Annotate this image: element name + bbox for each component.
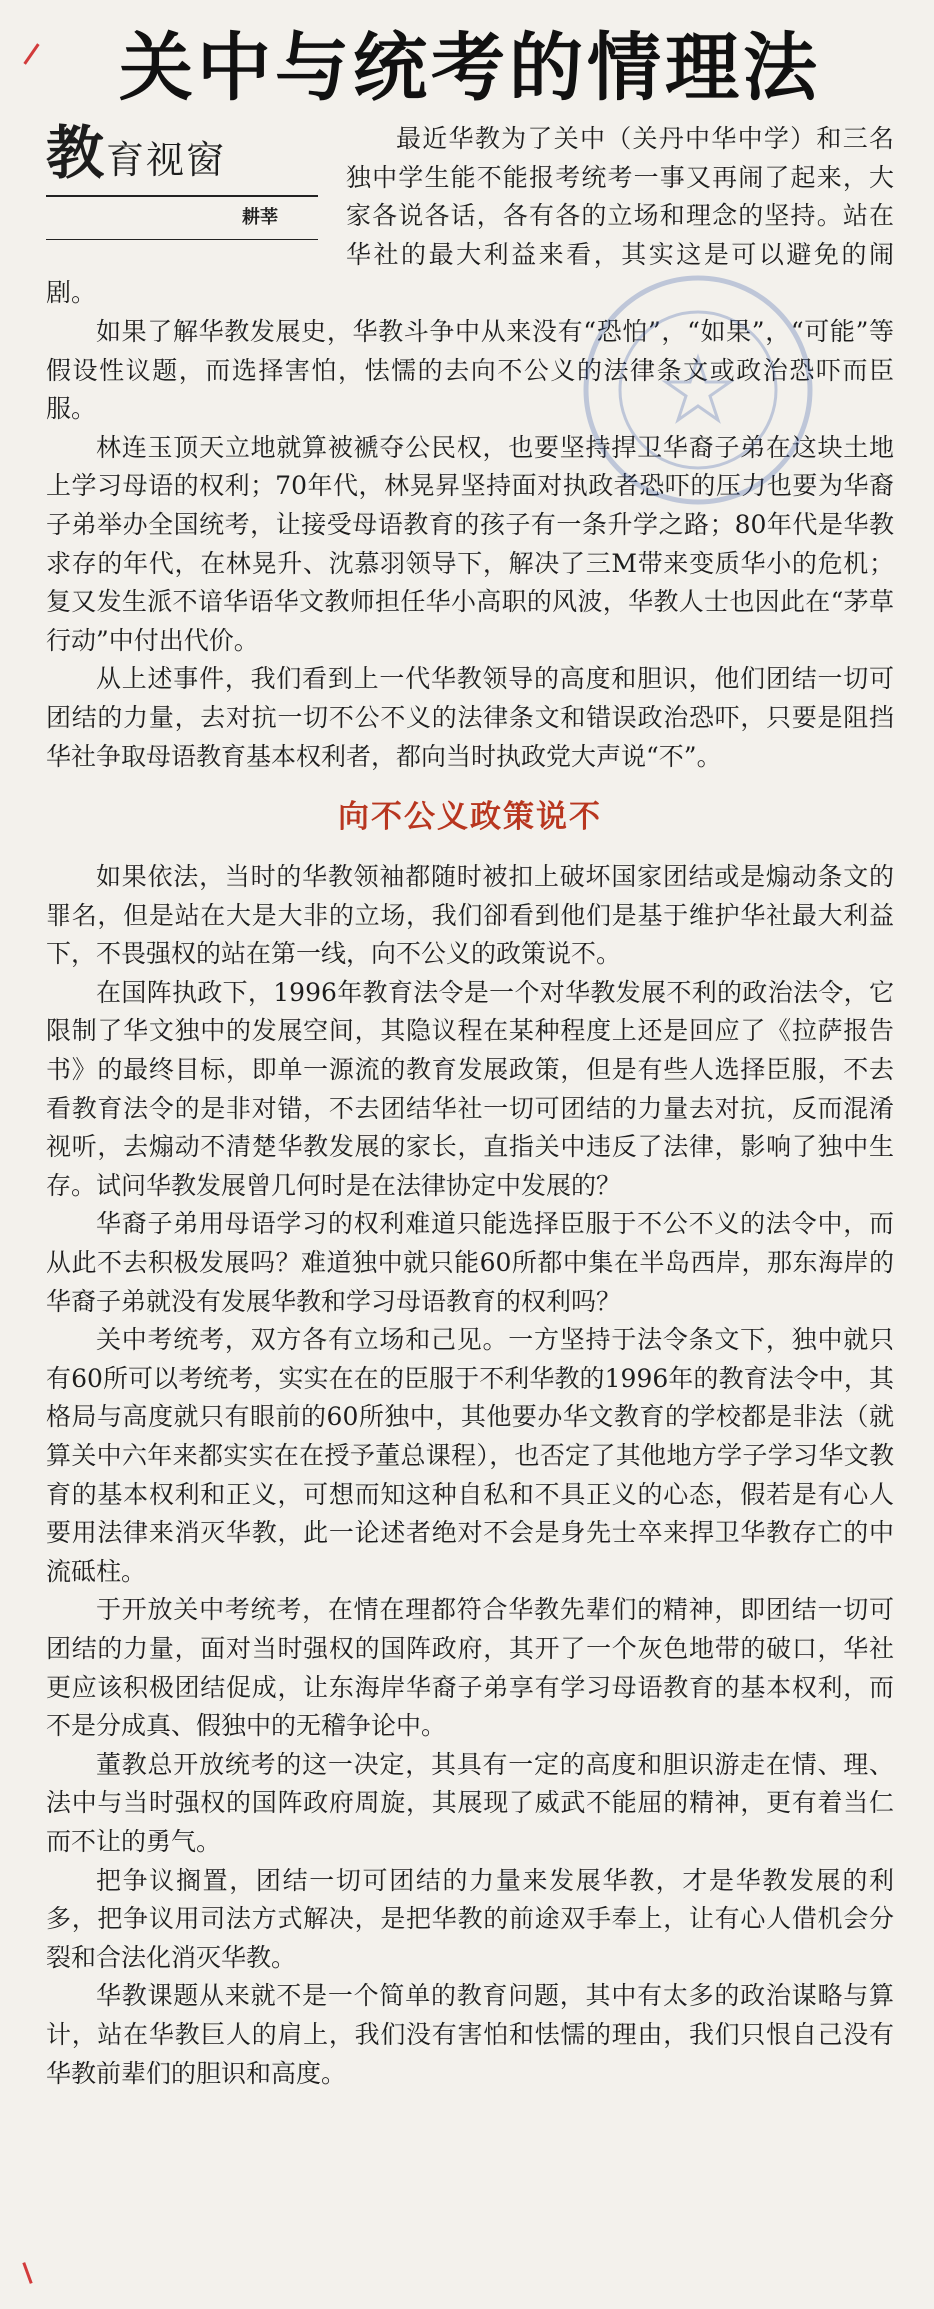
- column-author: 耕莘: [242, 207, 278, 228]
- paragraph: 把争议搁置，团结一切可团结的力量来发展华教，才是华教发展的利多，把争议用司法方式解决，是把华教的前途双手奉上，让有心人借机会分裂和合法化消灭华教。: [46, 1865, 894, 1972]
- article-headline: 关中与统考的情理法: [119, 25, 821, 111]
- subhead: 向不公义政策说不: [338, 799, 602, 836]
- column-header: [46, 119, 318, 240]
- paragraph: 在国阵执政下，1996年教育法令是一个对华教发展不利的政治法令，它限制了华文独中的发展空间，其隐议程在某种程度上还是回应了《拉萨报告书》的最终目标，即单一源流的教育发展政策，但是有些人选择臣服，不去看教育法令的是非对错，不去团结华社一切可团结的力量去对抗，反而混淆视听，去煽动不清楚华教发展的家长，直指关中违反了法律，影响了独中生存。试问华教发展曾几何时是在法律协定中发展的？: [46, 977, 894, 1200]
- paragraph: 最近华教为了关中（关丹中华中学）和三名独中学生能不能报考统考一事又再闹了起来，大家各说各话，各有各的立场和理念的坚持。站在华社的最大利益来看，其实这是可以避免的闹剧。: [46, 124, 894, 308]
- paragraph: 华裔子弟用母语学习的权利难道只能选择臣服于不公不义的法令中，而从此不去积极发展吗？难道独中就只能60所都中集在半岛西岸，那东海岸的华裔子弟就没有发展华教和学习母语教育的权利吗？: [46, 1209, 894, 1316]
- article-body: [46, 120, 894, 2093]
- paragraph: 华教课题从来就不是一个简单的教育问题，其中有太多的政治谋略与算计，站在华教巨人的肩上，我们没有害怕和怯懦的理由，我们只恨自己没有华教前辈们的胆识和高度。: [46, 1981, 894, 2088]
- paragraph: 林连玉顶天立地就算被褫夺公民权，也要坚持捍卫华裔子弟在这块土地上学习母语的权利；70年代，林晃昇坚持面对执政者恐吓的压力也要为华裔子弟举办全国统考，让接受母语教育的孩子有一条升学之路；80年代是华教求存的年代，在林晃升、沈慕羽领导下，解决了三M带来变质华小的危机；复又发生派不谙华语华文教师担任华小高职的风波，华教人士也因此在“茅草行动”中付出代价。: [46, 432, 894, 655]
- column-name: 教育视窗: [46, 119, 227, 187]
- column-rule: [46, 195, 318, 197]
- paragraph: 如果依法，当时的华教领袖都随时被扣上破坏国家团结或是煽动条文的罪名，但是站在大是大非的立场，我们卻看到他们是基于维护华社最大利益下，不畏强权的站在第一线，向不公义的政策说不。: [46, 862, 894, 969]
- paragraph: 董教总开放统考的这一决定，其具有一定的高度和胆识游走在情、理、法中与当时强权的国阵政府周旋，其展现了威武不能屈的精神，更有着当仁而不让的勇气。: [46, 1749, 894, 1856]
- paragraph: 关中考统考，双方各有立场和己见。一方坚持于法令条文下，独中就只有60所可以考统考，实实在在的臣服于不利华教的1996年的教育法令中，其格局与高度就只有眼前的60所独中，其他要办华文教育的学校都是非法（就算关中六年来都实实在在授予董总课程），也否定了其他地方学子学习华文教育的基本权利和正义，可想而知这种自私和不具正义的心态，假若是有心人要用法律来消灭华教，此一论述者绝对不会是身先士卒来捍卫华教存亡的中流砥柱。: [46, 1325, 894, 1586]
- red-pen-mark: [22, 2262, 32, 2284]
- paragraphs-part2: [46, 858, 894, 2093]
- paragraph: 如果了解华教发展史，华教斗争中从来没有“恐怕”，“如果”，“可能”等假设性议题，而选择害怕，怯懦的去向不公义的法律条文或政治恐吓而臣服。: [46, 316, 894, 424]
- column-rule: [46, 239, 318, 240]
- paragraph: 于开放关中考统考，在情在理都符合华教先辈们的精神，即团结一切可团结的力量，面对当时强权的国阵政府，其开了一个灰色地带的破口，华社更应该积极团结促成，让东海岸华裔子弟享有学习母语教育的基本权利，而不是分成真、假独中的无稽争论中。: [46, 1595, 894, 1741]
- paragraph: 从上述事件，我们看到上一代华教领导的高度和胆识，他们团结一切可团结的力量，去对抗一切不公不义的法律条文和错误政治恐吓，只要是阻挡华社争取母语教育基本权利者，都向当时执政党大声说“不”。: [46, 664, 894, 771]
- red-pen-mark: [23, 43, 39, 64]
